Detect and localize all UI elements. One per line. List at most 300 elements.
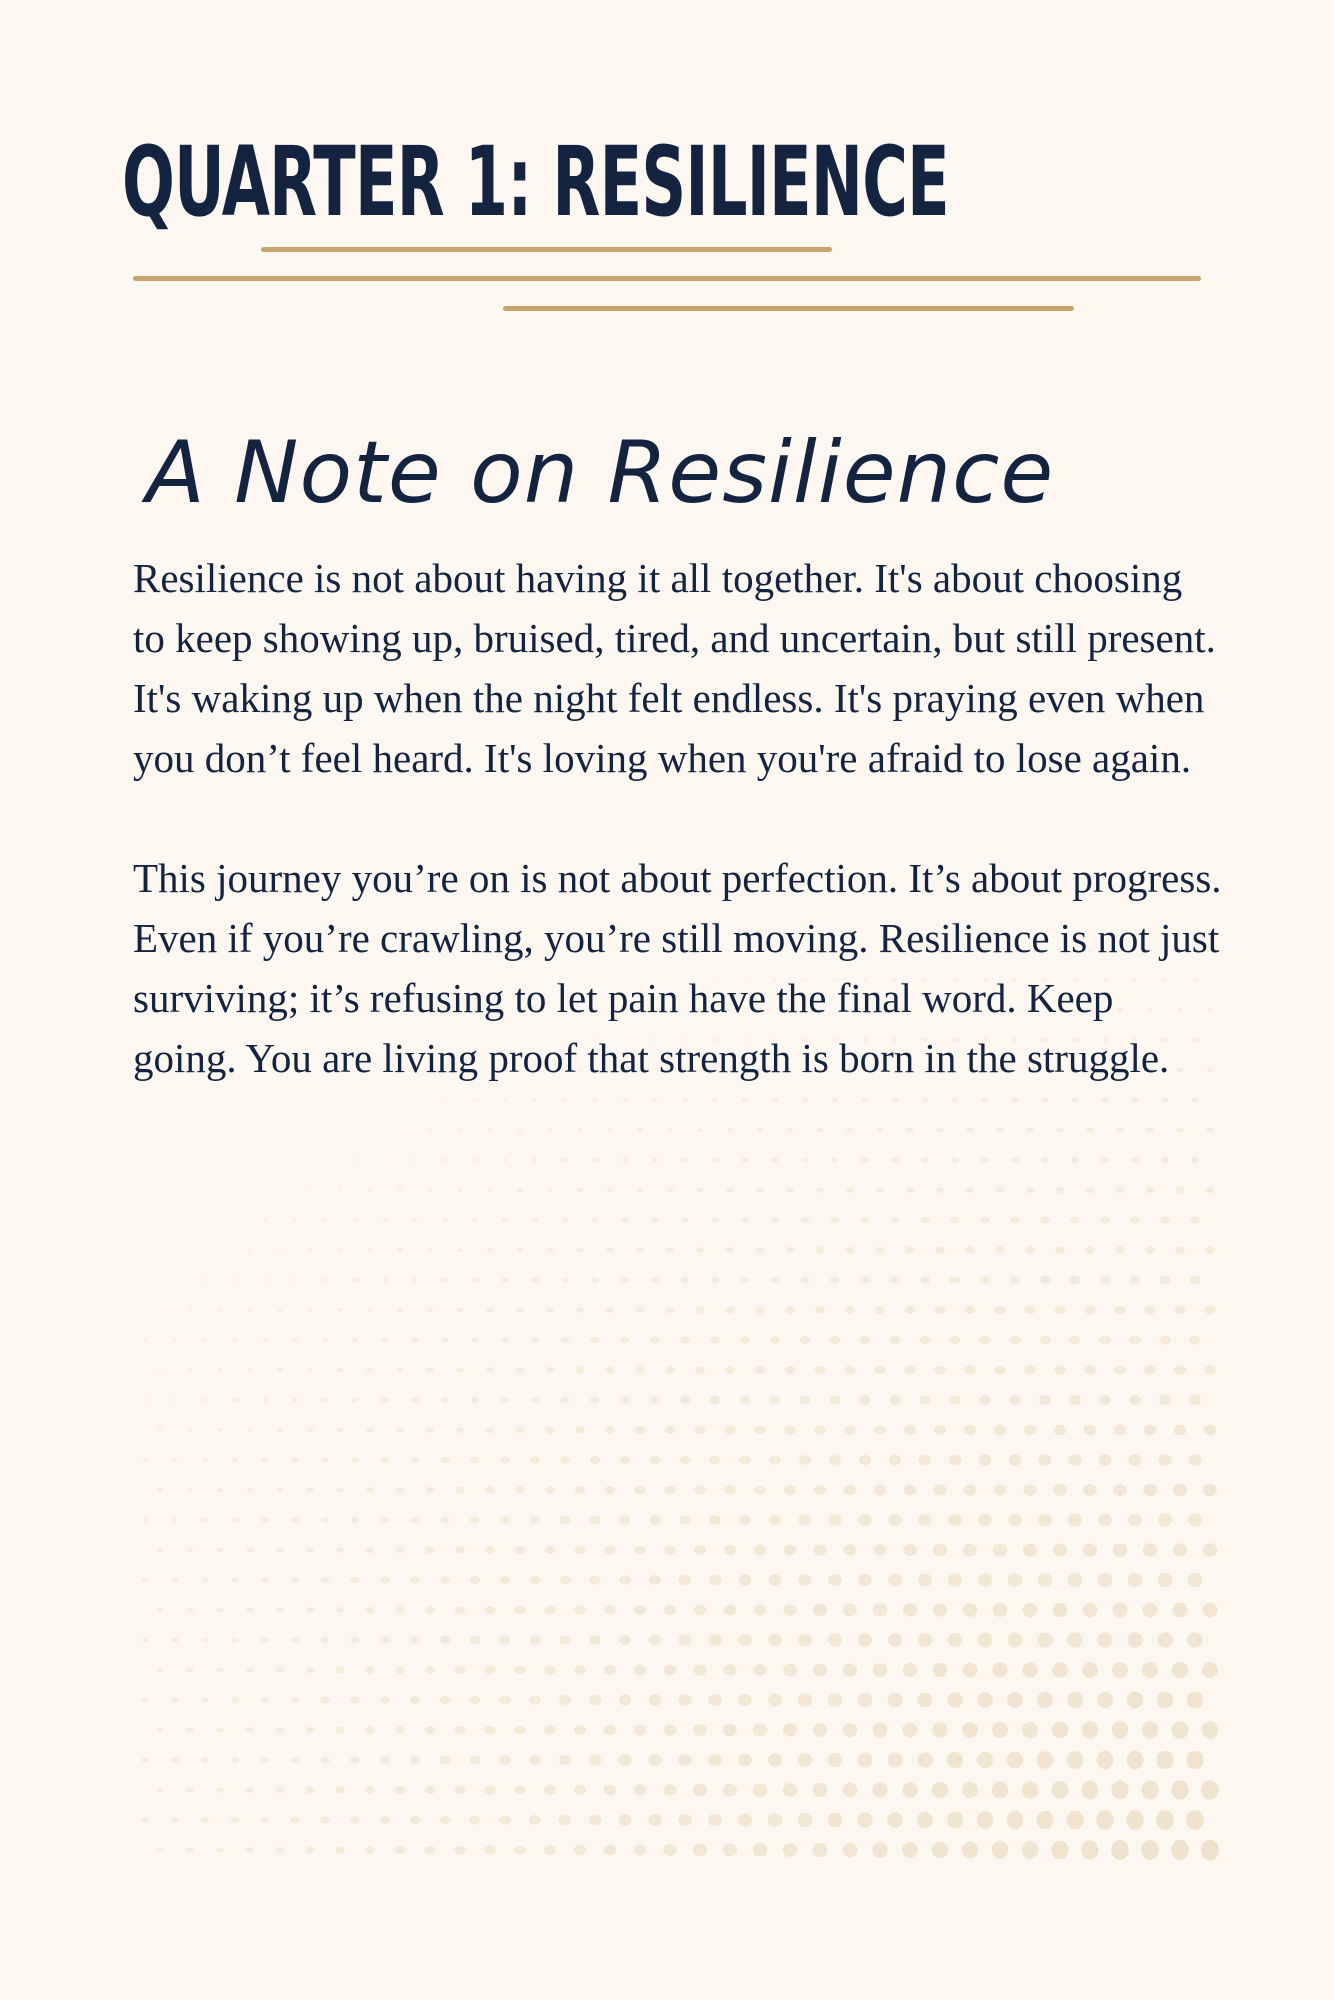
- pattern-dot: [350, 1637, 359, 1644]
- pattern-dot: [472, 1278, 479, 1283]
- pattern-dot: [948, 1514, 962, 1526]
- pattern-dot: [246, 1727, 254, 1733]
- pattern-dot: [306, 1487, 313, 1492]
- pattern-dot: [142, 1578, 148, 1582]
- pattern-dot: [1176, 1187, 1185, 1193]
- pattern-dot: [978, 1514, 992, 1526]
- pattern-dot: [544, 1606, 555, 1615]
- pattern-dot: [649, 1635, 662, 1646]
- pattern-dot: [1206, 1187, 1215, 1193]
- pattern-dot: [845, 1247, 854, 1254]
- pattern-dot: [1052, 1603, 1067, 1617]
- pattern-dot: [201, 1817, 209, 1823]
- pattern-dot: [739, 1574, 752, 1585]
- pattern-dot: [1041, 1157, 1049, 1163]
- pattern-dot: [559, 1755, 571, 1765]
- pattern-dot: [651, 1217, 658, 1222]
- pattern-dot: [709, 1455, 720, 1464]
- pattern-dot: [996, 1187, 1005, 1193]
- pattern-dot: [203, 1339, 208, 1342]
- pattern-dot: [1205, 1246, 1215, 1254]
- pattern-dot: [962, 1722, 978, 1738]
- pattern-dot: [263, 1219, 267, 1221]
- pattern-dot: [426, 1367, 433, 1372]
- pattern-dot: [471, 1397, 479, 1403]
- pattern-dot: [693, 1724, 706, 1736]
- pattern-dot: [977, 1633, 992, 1648]
- pattern-dot: [500, 1576, 511, 1584]
- pattern-dot: [322, 1338, 328, 1342]
- pattern-dot: [261, 1577, 269, 1582]
- pattern-dot: [143, 1339, 147, 1341]
- pattern-dot: [992, 1841, 1009, 1858]
- pattern-dot: [740, 1336, 750, 1343]
- pattern-dot: [263, 1279, 268, 1282]
- pattern-dot: [1143, 1484, 1157, 1496]
- pattern-dot: [695, 1307, 704, 1314]
- pattern-dot: [648, 1814, 661, 1826]
- pattern-dot: [307, 1308, 312, 1311]
- pattern-dot: [171, 1698, 178, 1703]
- pattern-dot: [1053, 1484, 1066, 1496]
- pattern-dot: [1141, 1780, 1158, 1799]
- pattern-dot: [515, 1546, 525, 1554]
- pattern-dot: [679, 1515, 691, 1525]
- pattern-dot: [486, 1427, 495, 1433]
- pattern-dot: [1158, 1573, 1173, 1587]
- pattern-dot: [874, 1366, 885, 1375]
- pattern-dot: [768, 1694, 782, 1707]
- pattern-dot: [725, 1426, 736, 1435]
- pattern-dot: [1039, 1395, 1051, 1405]
- pattern-dot: [861, 1217, 870, 1223]
- pattern-dot: [353, 1159, 357, 1161]
- pattern-dot: [530, 1576, 541, 1585]
- pattern-dot: [546, 1367, 555, 1373]
- pattern-dot: [678, 1754, 692, 1766]
- pattern-dot: [544, 1845, 556, 1855]
- pattern-dot: [427, 1308, 434, 1312]
- pattern-dot: [320, 1816, 330, 1823]
- pattern-dot: [455, 1606, 465, 1614]
- pattern-dot: [769, 1515, 781, 1525]
- pattern-dot: [217, 1428, 223, 1432]
- pattern-dot: [1025, 1246, 1035, 1253]
- pattern-dot: [965, 1246, 975, 1253]
- pattern-dot: [783, 1664, 797, 1677]
- pattern-dot: [1007, 1692, 1023, 1708]
- pattern-dot: [755, 1307, 764, 1314]
- pattern-dot: [635, 1486, 646, 1495]
- pattern-dot: [1186, 1810, 1204, 1830]
- pattern-dot: [486, 1308, 493, 1313]
- pattern-dot: [843, 1604, 857, 1617]
- pattern-dot: [457, 1188, 462, 1191]
- pattern-dot: [993, 1484, 1006, 1496]
- pattern-dot: [469, 1696, 480, 1705]
- pattern-dot: [756, 1187, 764, 1192]
- pattern-dot: [440, 1756, 451, 1765]
- pattern-dot: [964, 1365, 975, 1374]
- pattern-dot: [798, 1693, 812, 1706]
- pattern-dot: [842, 1843, 857, 1858]
- pattern-dot: [933, 1603, 947, 1616]
- pattern-dot: [1186, 1751, 1203, 1770]
- pattern-dot: [665, 1426, 675, 1434]
- pattern-dot: [410, 1816, 421, 1824]
- pattern-dot: [142, 1638, 149, 1642]
- pattern-dot: [965, 1306, 976, 1314]
- pattern-dot: [440, 1636, 450, 1644]
- pattern-dot: [262, 1338, 267, 1341]
- pattern-dot: [620, 1337, 629, 1344]
- pattern-dot: [932, 1722, 948, 1737]
- pattern-dot: [917, 1752, 933, 1768]
- pattern-dot: [1039, 1335, 1050, 1344]
- pattern-dot: [1097, 1692, 1113, 1709]
- pattern-dot: [1112, 1721, 1129, 1738]
- pattern-dot: [784, 1545, 797, 1556]
- pattern-dot: [469, 1755, 480, 1764]
- pattern-dot: [979, 1336, 990, 1345]
- pattern-dot: [157, 1668, 164, 1672]
- pattern-dot: [1037, 1811, 1054, 1829]
- pattern-dot: [246, 1548, 253, 1553]
- pattern-dot: [186, 1727, 193, 1732]
- pattern-dot: [202, 1398, 207, 1401]
- pattern-dot: [1204, 1424, 1217, 1435]
- pattern-dot: [276, 1547, 284, 1552]
- pattern-dot: [440, 1696, 451, 1704]
- pattern-dot: [887, 1812, 903, 1828]
- pattern-dot: [261, 1757, 270, 1763]
- pattern-dot: [786, 1187, 794, 1192]
- pattern-dot: [1038, 1514, 1052, 1527]
- pattern-dot: [351, 1398, 358, 1403]
- pattern-dot: [472, 1158, 477, 1161]
- pattern-dot: [1175, 1246, 1185, 1254]
- pattern-dot: [276, 1787, 285, 1793]
- pattern-dot: [755, 1366, 765, 1374]
- pattern-dot: [395, 1666, 405, 1673]
- pattern-dot: [591, 1337, 600, 1343]
- pattern-dot: [799, 1396, 810, 1405]
- pattern-dot: [667, 1188, 674, 1193]
- pattern-dot: [574, 1665, 586, 1675]
- pattern-dot: [619, 1516, 630, 1525]
- pattern-dot: [516, 1367, 524, 1373]
- pattern-dot: [1009, 1395, 1021, 1405]
- pattern-dot: [872, 1842, 888, 1857]
- pattern-dot: [425, 1547, 434, 1554]
- pattern-dot: [994, 1365, 1006, 1374]
- pattern-dot: [753, 1604, 766, 1615]
- pattern-dot: [443, 1159, 448, 1162]
- pattern-dot: [218, 1309, 222, 1312]
- pattern-dot: [858, 1633, 872, 1646]
- pattern-dot: [1143, 1543, 1157, 1557]
- pattern-dot: [591, 1277, 599, 1282]
- pattern-dot: [798, 1753, 813, 1767]
- pattern-dot: [681, 1277, 690, 1283]
- pattern-dot: [858, 1574, 872, 1586]
- pattern-dot: [216, 1847, 224, 1853]
- pattern-dot: [936, 1187, 944, 1193]
- pattern-dot: [768, 1813, 783, 1827]
- pattern-dot: [501, 1397, 510, 1403]
- pattern-dot: [664, 1605, 676, 1615]
- pattern-dot: [335, 1727, 344, 1734]
- pattern-dot: [829, 1514, 842, 1525]
- pattern-dot: [187, 1548, 193, 1552]
- pattern-dot: [367, 1308, 373, 1312]
- pattern-dot: [515, 1427, 524, 1434]
- pattern-dot: [783, 1604, 796, 1616]
- pattern-dot: [947, 1752, 963, 1768]
- pattern-dot: [1068, 1454, 1081, 1465]
- pattern-dot: [1086, 1187, 1095, 1193]
- pattern-dot: [186, 1787, 194, 1792]
- pattern-dot: [156, 1848, 163, 1853]
- pattern-dot: [918, 1514, 931, 1526]
- pattern-dot: [980, 1276, 990, 1284]
- pattern-dot: [574, 1845, 586, 1856]
- pattern-dot: [1131, 1157, 1139, 1163]
- pattern-dot: [1056, 1187, 1065, 1193]
- pattern-dot: [277, 1308, 282, 1311]
- pattern-dot: [1038, 1573, 1053, 1587]
- pattern-dot: [830, 1336, 840, 1344]
- pattern-dot: [290, 1817, 299, 1824]
- pattern-dot: [575, 1546, 586, 1555]
- pattern-dot: [589, 1815, 602, 1826]
- pattern-dot: [1190, 1276, 1200, 1284]
- pattern-dot: [410, 1696, 420, 1704]
- pattern-dot: [336, 1547, 344, 1553]
- pattern-dot: [1007, 1811, 1024, 1829]
- pattern-dot: [336, 1428, 343, 1433]
- pattern-dot: [709, 1575, 722, 1586]
- pattern-dot: [921, 1157, 929, 1162]
- pattern-dot: [934, 1484, 947, 1495]
- pattern-dot: [844, 1485, 856, 1496]
- pattern-dot: [813, 1664, 827, 1677]
- pattern-dot: [887, 1693, 902, 1708]
- pattern-dot: [158, 1369, 162, 1372]
- pattern-dot: [903, 1603, 917, 1616]
- pattern-dot: [711, 1217, 719, 1222]
- pattern-dot: [457, 1248, 463, 1252]
- pattern-dot: [935, 1306, 945, 1314]
- pattern-dot: [500, 1636, 511, 1645]
- pattern-dot: [1187, 1691, 1203, 1708]
- pattern-dot: [590, 1516, 601, 1525]
- pattern-dot: [290, 1757, 299, 1764]
- pattern-dot: [187, 1488, 193, 1492]
- pattern-dot: [515, 1486, 525, 1493]
- pattern-dot: [350, 1816, 360, 1824]
- pattern-dot: [978, 1573, 992, 1586]
- pattern-dot: [321, 1517, 329, 1523]
- pattern-dot: [918, 1633, 933, 1647]
- pattern-dot: [574, 1605, 585, 1614]
- pattern-dot: [366, 1547, 375, 1553]
- pattern-dot: [1130, 1217, 1139, 1224]
- pattern-dot: [396, 1547, 405, 1554]
- pattern-dot: [800, 1277, 809, 1284]
- pattern-dot: [1145, 1246, 1155, 1254]
- pattern-dot: [1084, 1365, 1096, 1375]
- pattern-dot: [904, 1366, 915, 1375]
- pattern-dot: [843, 1544, 856, 1556]
- pattern-dot: [292, 1338, 298, 1342]
- pattern-dot: [232, 1338, 237, 1341]
- pattern-dot: [559, 1635, 571, 1644]
- pattern-dot: [455, 1546, 465, 1553]
- pattern-dot: [906, 1187, 914, 1193]
- pattern-dot: [843, 1723, 858, 1737]
- pattern-dot: [545, 1486, 555, 1494]
- pattern-dot: [499, 1755, 511, 1764]
- pattern-dot: [981, 1157, 989, 1163]
- pattern-dot: [1067, 1692, 1083, 1709]
- pattern-dot: [248, 1249, 252, 1251]
- pattern-dot: [529, 1695, 541, 1705]
- pattern-dot: [323, 1159, 327, 1161]
- pattern-dot: [1066, 1811, 1083, 1830]
- pattern-dot: [217, 1488, 223, 1492]
- pattern-dot: [1011, 1157, 1019, 1163]
- pattern-dot: [1113, 1484, 1127, 1496]
- pattern-dot: [425, 1726, 435, 1734]
- pattern-dot: [487, 1188, 493, 1192]
- pattern-dot: [813, 1783, 828, 1797]
- pattern-dot: [962, 1663, 977, 1678]
- note-paragraph-1: Resilience is not about having it all together. It's about choosing to keep showing up, bruised, tired, and uncertain, but still present. It's waking up when the night felt endless. It's praying even when you don’t feel heard. It's loving when you're afraid to lose again.: [133, 555, 1216, 781]
- pattern-dot: [1171, 1840, 1189, 1861]
- pattern-dot: [634, 1665, 646, 1676]
- pattern-dot: [1201, 1780, 1218, 1799]
- pattern-dot: [574, 1725, 586, 1735]
- pattern-dot: [306, 1547, 314, 1552]
- pattern-dot: [559, 1815, 571, 1825]
- pattern-dot: [589, 1755, 602, 1766]
- pattern-dot: [888, 1633, 903, 1647]
- pattern-dot: [439, 1816, 450, 1825]
- pattern-dot: [620, 1456, 631, 1464]
- pattern-dot: [663, 1784, 676, 1796]
- pattern-dot: [426, 1427, 434, 1433]
- pattern-dot: [187, 1428, 192, 1431]
- pattern-dot: [694, 1605, 707, 1616]
- pattern-dot: [562, 1158, 568, 1162]
- pattern-dot: [1144, 1365, 1156, 1375]
- pattern-dot: [637, 1188, 644, 1192]
- pattern-dot: [501, 1337, 509, 1343]
- pattern-dot: [469, 1815, 480, 1824]
- note-paragraph-2: This journey you’re on is not about perfection. It’s about progress. Even if you’re crawling, you’re still moving. Resilience is not just surviving; it’s refusing to let pain have the final word. Keep going. You are living proof that strength is born in the struggle.: [133, 855, 1222, 1081]
- pattern-dot: [427, 1188, 432, 1191]
- pattern-dot: [455, 1487, 464, 1494]
- pattern-dot: [292, 1278, 297, 1281]
- pattern-dot: [530, 1516, 540, 1524]
- pattern-dot: [1052, 1722, 1068, 1739]
- pattern-dot: [1173, 1543, 1187, 1557]
- pattern-dot: [306, 1667, 315, 1673]
- pattern-dot: [652, 1158, 659, 1162]
- note-body: [133, 548, 1223, 1148]
- pattern-dot: [1069, 1395, 1081, 1405]
- pattern-dot: [427, 1248, 433, 1252]
- pattern-dot: [919, 1455, 932, 1466]
- pattern-dot: [231, 1577, 238, 1582]
- pattern-dot: [1007, 1751, 1023, 1768]
- pattern-dot: [216, 1667, 224, 1672]
- pattern-dot: [531, 1277, 538, 1282]
- pattern-dot: [1173, 1484, 1187, 1496]
- pattern-dot: [173, 1279, 177, 1281]
- pattern-dot: [1142, 1603, 1157, 1618]
- pattern-dot: [829, 1455, 841, 1465]
- pattern-dot: [636, 1307, 645, 1313]
- pattern-dot: [1070, 1217, 1079, 1224]
- pattern-dot: [814, 1425, 826, 1434]
- pattern-dot: [322, 1278, 327, 1281]
- pattern-dot: [232, 1518, 239, 1523]
- pattern-dot: [622, 1158, 628, 1162]
- pattern-dot: [1127, 1692, 1143, 1709]
- pattern-dot: [485, 1546, 495, 1554]
- pattern-dot: [172, 1458, 178, 1462]
- pattern-dot: [142, 1518, 148, 1522]
- pattern-dot: [1112, 1603, 1127, 1618]
- pattern-dot: [905, 1306, 915, 1314]
- pattern-dot: [1024, 1365, 1036, 1374]
- pattern-dot: [800, 1336, 810, 1344]
- pattern-dot: [1022, 1722, 1038, 1739]
- pattern-dot: [576, 1248, 583, 1253]
- pattern-dot: [875, 1306, 885, 1314]
- pattern-dot: [544, 1725, 556, 1735]
- pattern-dot: [784, 1425, 795, 1434]
- pattern-dot: [1052, 1781, 1069, 1799]
- pattern-dot: [619, 1575, 631, 1585]
- pattern-dot: [708, 1814, 722, 1827]
- pattern-dot: [410, 1517, 419, 1524]
- pattern-dot: [770, 1336, 780, 1344]
- pattern-dot: [412, 1278, 418, 1282]
- pattern-dot: [382, 1218, 387, 1221]
- pattern-dot: [815, 1366, 826, 1374]
- pattern-dot: [410, 1576, 420, 1583]
- pattern-dot: [695, 1366, 705, 1373]
- pattern-dot: [500, 1516, 510, 1524]
- pattern-dot: [680, 1336, 689, 1343]
- pattern-dot: [261, 1518, 268, 1523]
- pattern-dot: [905, 1247, 914, 1254]
- pattern-dot: [216, 1608, 223, 1613]
- pattern-dot: [741, 1217, 749, 1223]
- pattern-dot: [291, 1517, 299, 1522]
- pattern-dot: [246, 1847, 254, 1853]
- pattern-dot: [321, 1457, 328, 1462]
- pattern-dot: [456, 1427, 464, 1433]
- pattern-dot: [247, 1368, 252, 1371]
- pattern-dot: [365, 1726, 375, 1733]
- pattern-dot: [157, 1608, 163, 1612]
- pattern-dot: [1175, 1306, 1186, 1315]
- pattern-dot: [278, 1249, 282, 1252]
